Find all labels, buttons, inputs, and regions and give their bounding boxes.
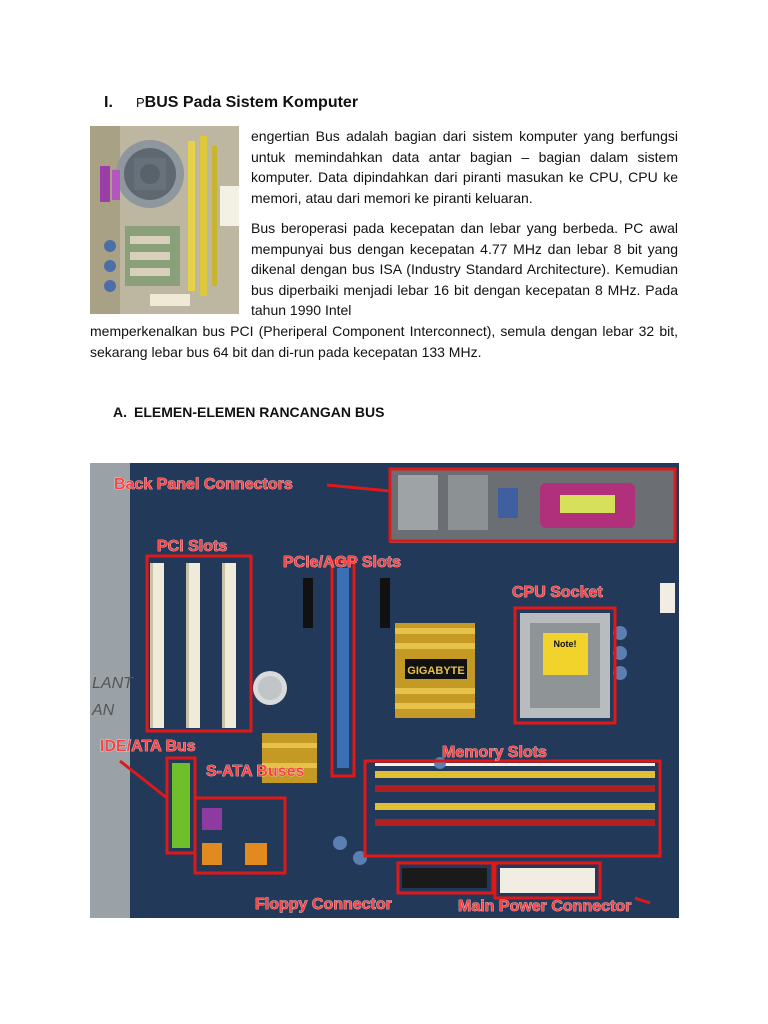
- drop-cap: P: [136, 95, 145, 110]
- section-title-text: BUS Pada Sistem Komputer: [144, 94, 359, 111]
- paragraph-history: Bus beroperasi pada kecepatan dan lebar yang berbeda. PC awal mempunyai bus dengan kecepatan 4.77 MHz dan lebar 8 bit yang dikenal dengan bus ISA (Industry Standard Architecture). Kemudian bus diperbaiki menjadi lebar 16 bit dengan kecepatan 8 MHz. Pada tahun 1990 Intel: [251, 220, 678, 318]
- label-back-panel: Back Panel Connectors: [114, 476, 293, 493]
- motherboard-photo: [90, 126, 239, 314]
- background-text-2: AN: [92, 702, 115, 719]
- label-sata-buses: S-ATA Buses: [206, 763, 305, 780]
- note-label: Note!: [553, 639, 577, 649]
- label-cpu-socket: CPU Socket: [512, 584, 603, 601]
- label-pci-slots: PCI Slots: [157, 538, 228, 555]
- motherboard-diagram: [90, 463, 679, 918]
- label-pcie-agp-slots: PCIe/AGP Slots: [283, 554, 401, 571]
- chipset-brand: GIGABYTE: [407, 665, 465, 677]
- label-memory-slots: Memory Slots: [442, 744, 547, 761]
- label-main-power-connector: Main Power Connector: [458, 898, 632, 915]
- label-floppy-connector: Floppy Connector: [255, 896, 392, 913]
- paragraph-definition: engertian Bus adalah bagian dari sistem komputer yang berfungsi untuk memindahkan data antar bagian – bagian dalam sistem komputer. Data dipindahkan dari piranti masukan ke CPU, CPU ke memori, atau dari memori ke piranti keluaran.: [251, 128, 678, 206]
- subsection-number: A.: [113, 404, 127, 420]
- background-text-1: LANT: [92, 675, 133, 692]
- section-number: I.: [104, 94, 113, 111]
- section-title: [136, 94, 358, 112]
- subsection-title: ELEMEN-ELEMEN RANCANGAN BUS: [134, 404, 385, 420]
- label-ide-bus: IDE/ATA Bus: [100, 738, 196, 755]
- paragraph-history-continued: memperkenalkan bus PCI (Pheriperal Component Interconnect), semula dengan lebar 32 bit, sekarang lebar bus 64 bit dan di-run pada kecepatan 133 MHz.: [90, 323, 678, 360]
